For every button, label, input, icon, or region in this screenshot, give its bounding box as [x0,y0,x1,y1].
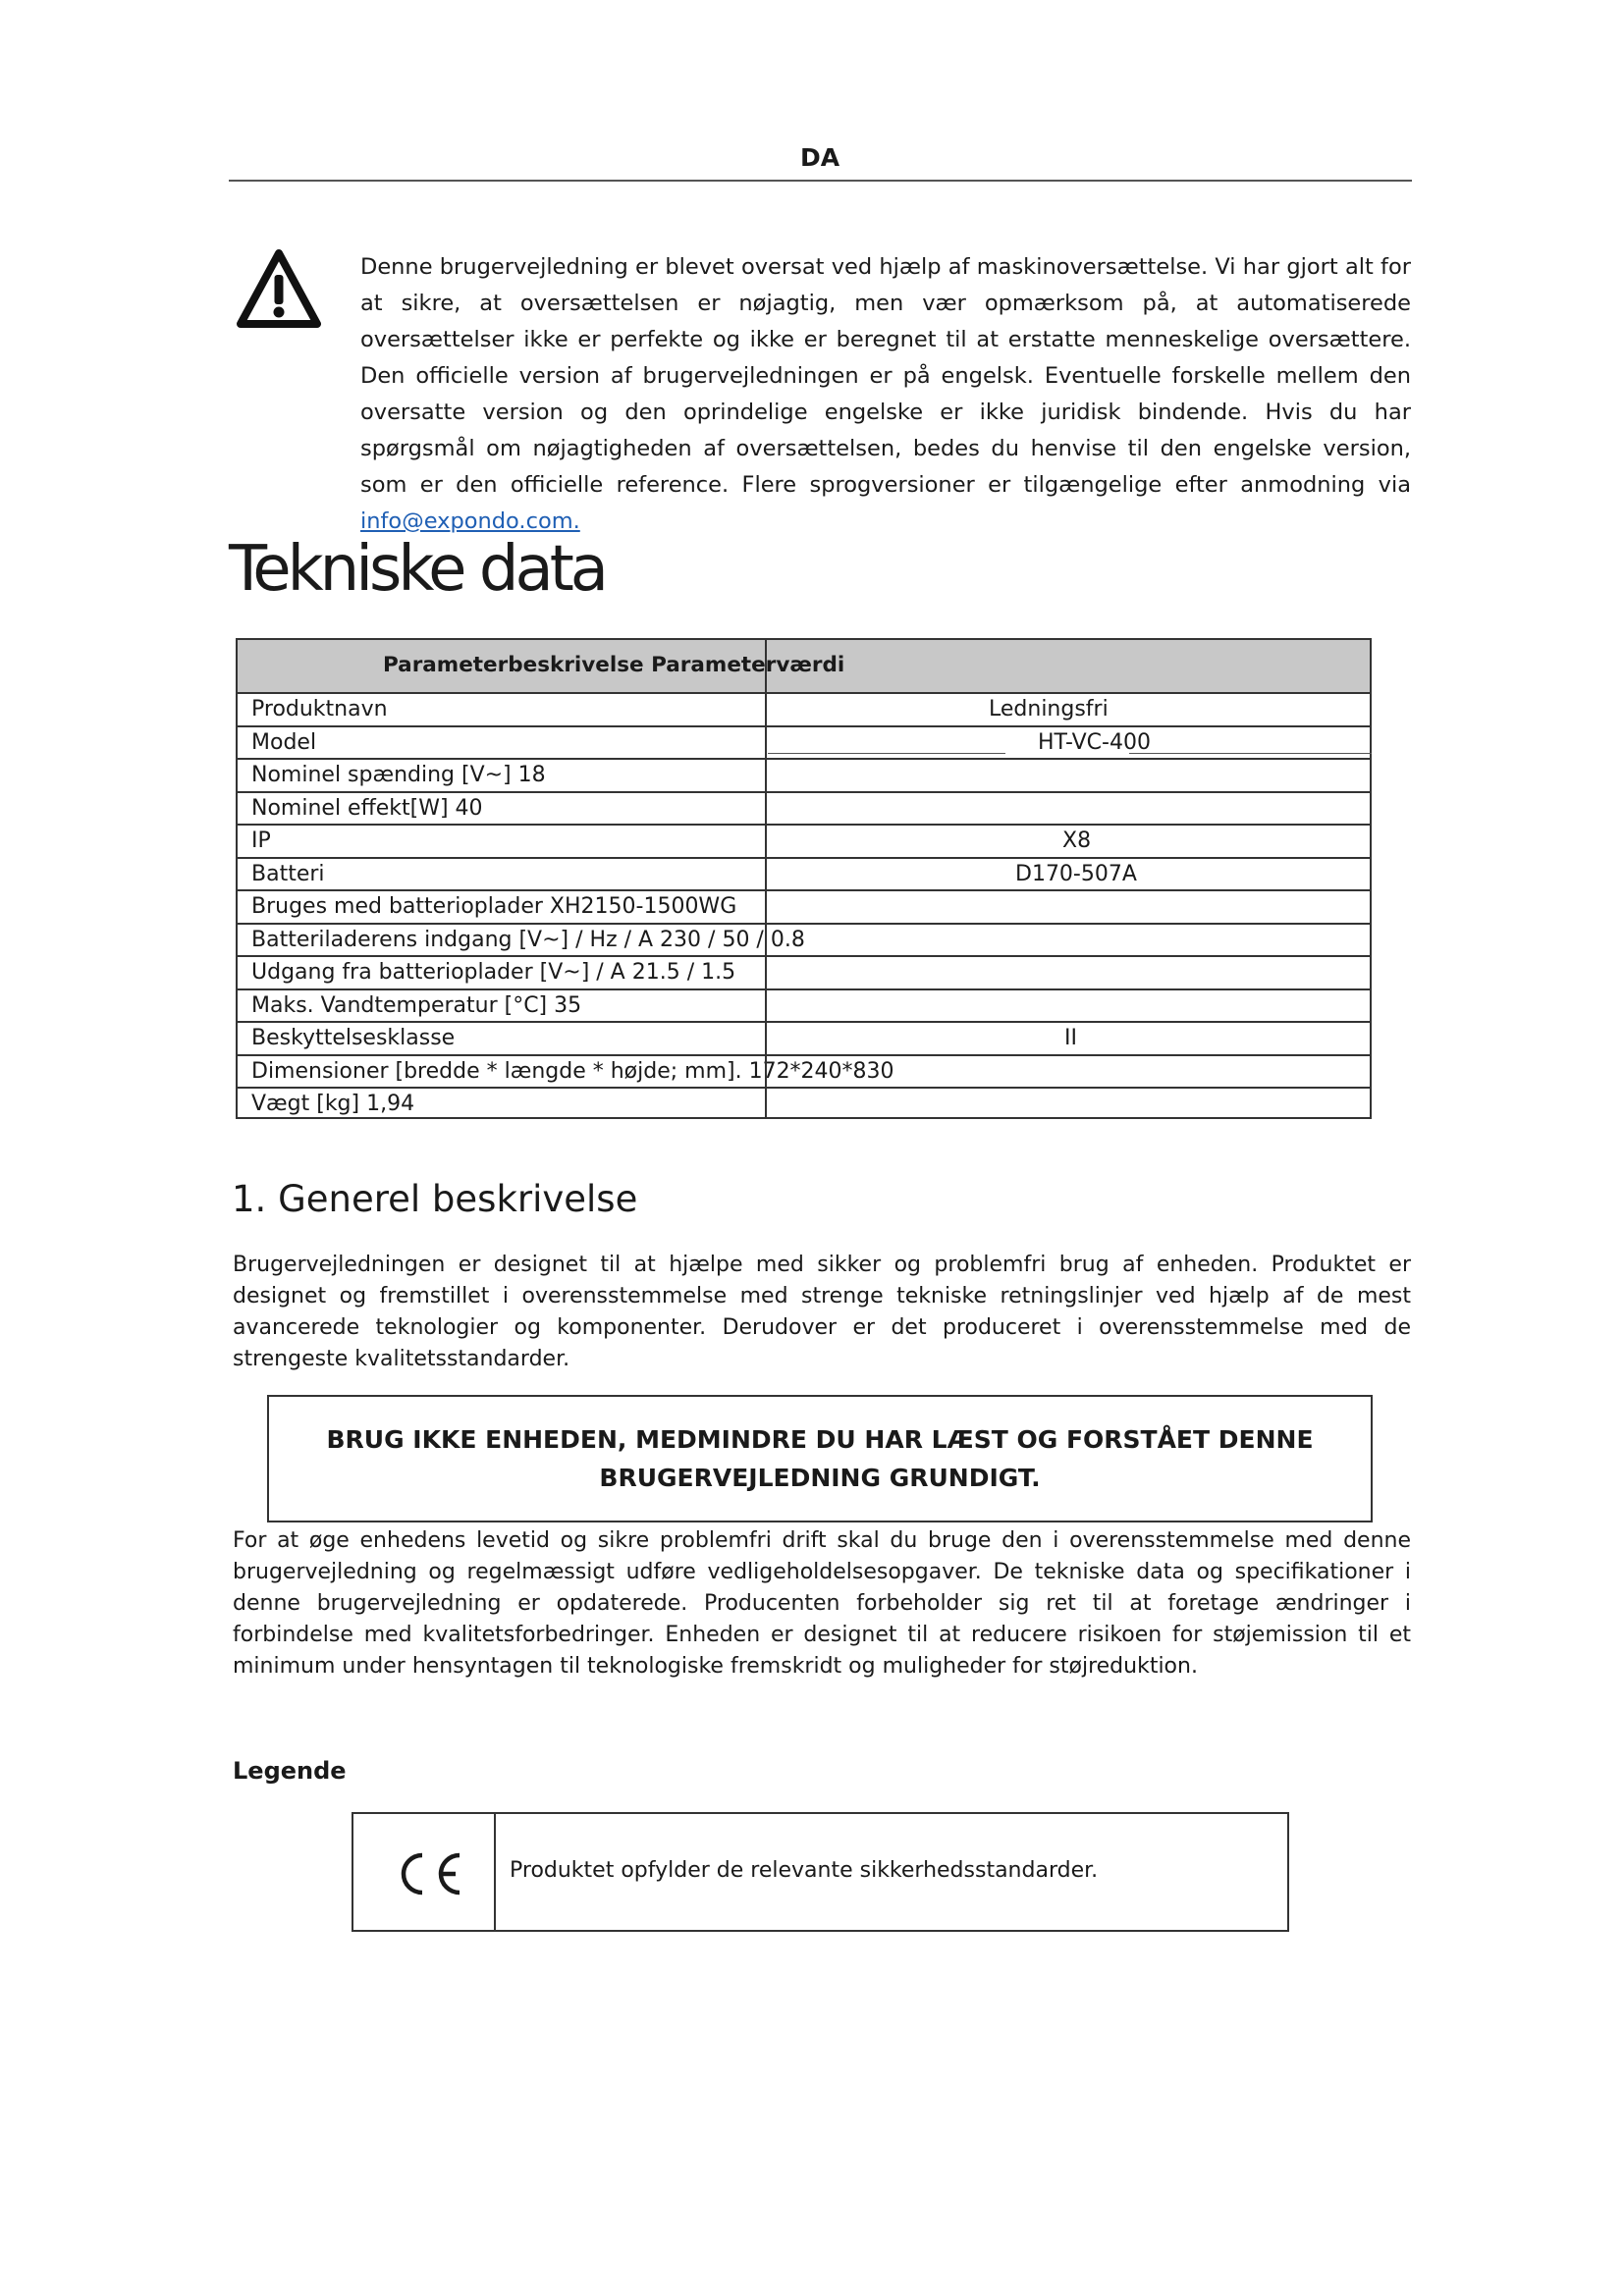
legend-title: Legende [233,1757,347,1785]
spec-value: Ledningsfri [989,697,1109,721]
spec-row [238,791,1370,825]
spec-label: Vægt [kg] 1,94 [251,1092,415,1116]
spec-label: Produktnavn [251,697,388,721]
spec-row [238,889,1370,923]
translation-notice [360,249,1411,540]
spec-row [238,988,1370,1022]
spec-label: IP [251,828,271,853]
spec-label: Dimensioner [bredde * længde * højde; mm]. 172*240*830 [251,1058,894,1084]
spec-row [238,955,1370,988]
header-language-code: DA [799,143,840,172]
model-underline [1129,753,1372,754]
model-underline [768,753,1005,754]
page-title: Tekniske data [229,533,605,606]
header-divider [229,180,1412,182]
spec-row [238,1087,1370,1120]
spec-label: Model [251,729,317,755]
warning-notice-line: BRUGERVEJLEDNING GRUNDIGT. [599,1464,1041,1492]
spec-table-header [238,640,1370,694]
warning-triangle-icon [236,247,322,330]
spec-label: Nominel effekt[W] 40 [251,795,483,821]
legend-column-divider [494,1814,496,1930]
spec-label: Beskyttelsesklasse [251,1026,456,1050]
spec-row [238,857,1370,890]
spec-table-header-text: Parameterbeskrivelse Parameterværdi [383,653,845,677]
ce-mark-icon [393,1849,463,1898]
spec-row [238,923,1370,956]
spec-table [236,638,1372,1119]
spec-label: Nominel spænding [V~] 18 [251,763,546,787]
spec-value: HT-VC-400 [1038,729,1151,755]
spec-value: II [1064,1026,1077,1050]
spec-row [238,692,1370,725]
spec-row [238,1021,1370,1054]
spec-value: X8 [1062,828,1092,853]
spec-row [238,824,1370,857]
section-title: 1. Generel beskrivelse [232,1178,638,1220]
spec-label: Batteriladerens indgang [V~] / Hz / A 230 / 50 / 0.8 [251,927,805,952]
spec-row [238,725,1370,759]
legend-table [352,1812,1289,1932]
general-description-paragraph: Brugervejledningen er designet til at hjælpe med sikker og problemfri brug af enheden. Produktet er designet og fremstillet i overensstemmelse med strenge tekniske retningslinjer ved hjælp af de mest avancerede teknologier og komponenter. Derudover er det produceret i overensstemmelse med de strengeste kvalitetsstandarder. [233,1253,1411,1371]
spec-row [238,1054,1370,1088]
spec-label: Udgang fra batterioplader [V~] / A 21.5 / 1.5 [251,960,736,985]
translation-notice-text: Denne brugervejledning er blevet oversat ved hjælp af maskinoversættelse. Vi har gjort alt for at sikre, at oversættelsen er nøjagtig, men vær opmærksom på, at automatiserede oversættelser ikke er perfekte og ikke er beregnet til at erstatte menneskelige oversættere. Den officielle version af brugervejledningen er på engelsk. Eventuelle forskelle mellem den oversatte version og den oprindelige engelske er ikke juridisk bindende. Hvis du har spørgsmål om nøjagtigheden af oversættelsen, bedes du henvise til den engelske version, som er den officielle reference. Flere sprogversioner er tilgængelige efter anmodning via [360,254,1411,498]
warning-notice-box [267,1395,1373,1522]
legend-description: Produktet opfylder de relevante sikkerhedsstandarder. [510,1858,1099,1883]
spec-label: Batteri [251,861,325,886]
contact-email-link[interactable]: info@expondo.com. [360,508,580,534]
spec-column-divider [765,640,767,1117]
usage-paragraph: For at øge enhedens levetid og sikre problemfri drift skal du bruge den i overensstemmelse med denne brugervejledning og regelmæssigt udføre vedligeholdelsesopgaver. De tekniske data og specifikationer i denne brugervejledning er opdaterede. Producenten forbeholder sig ret til at foretage ændringer i forbindelse med kvalitetsforbedringer. Enheden er designet til at reducere risikoen for støjemission til et minimum under hensyntagen til teknologiske fremskridt og muligheder for støjreduktion. [233,1528,1411,1679]
spec-row [238,758,1370,791]
spec-label: Maks. Vandtemperatur [°C] 35 [251,992,582,1018]
warning-notice-line: BRUG IKKE ENHEDEN, MEDMINDRE DU HAR LÆST OG FORSTÅET DENNE [326,1425,1314,1454]
spec-label: Bruges med batterioplader XH2150-1500WG [251,894,737,919]
spec-value: D170-507A [1015,861,1137,886]
